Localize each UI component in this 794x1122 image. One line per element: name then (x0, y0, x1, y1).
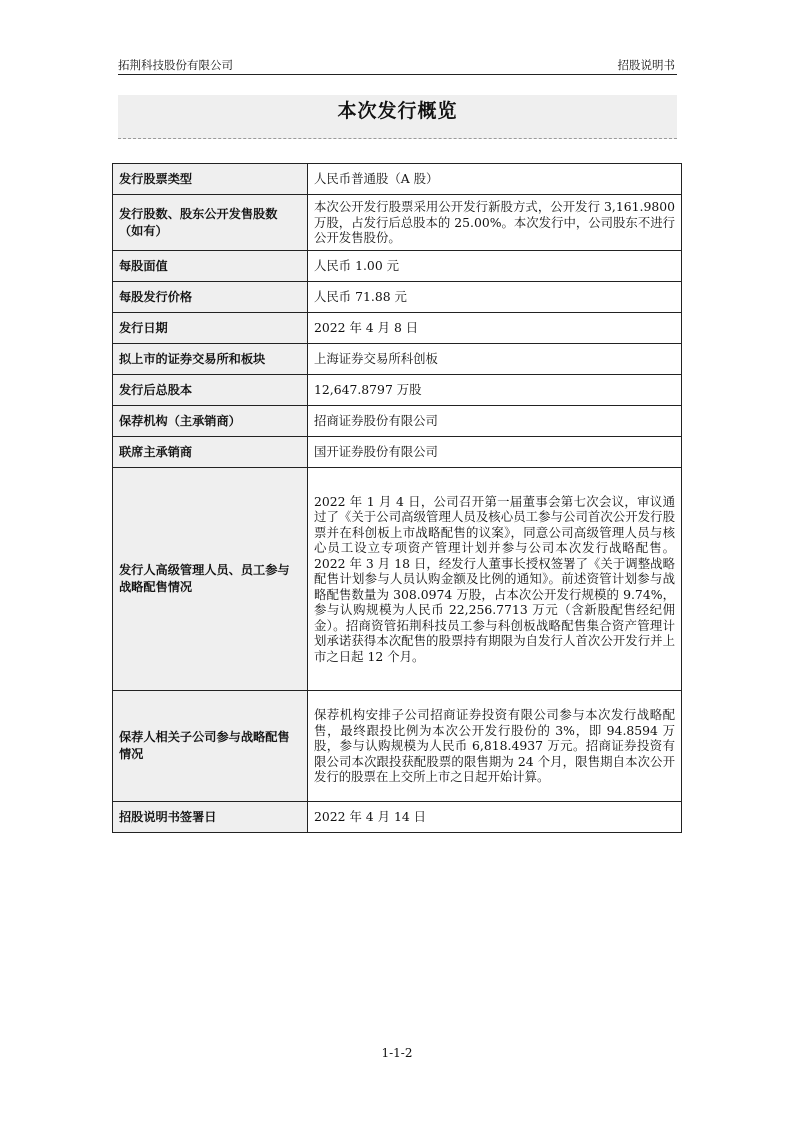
page-header (118, 56, 677, 75)
table-row (113, 691, 682, 802)
table-row (113, 251, 682, 282)
offering-overview-table (112, 163, 682, 833)
row-label: 发行日期 (113, 313, 308, 344)
header-document-type: 招股说明书 (617, 58, 675, 72)
row-label: 发行后总股本 (113, 375, 308, 406)
row-value: 人民币 1.00 元 (308, 251, 682, 282)
row-value: 人民币 71.88 元 (308, 282, 682, 313)
page-title: 本次发行概览 (337, 100, 458, 122)
row-value: 2022 年 4 月 14 日 (308, 802, 682, 833)
row-label: 发行股票类型 (113, 164, 308, 195)
table-row (113, 406, 682, 437)
row-label: 拟上市的证券交易所和板块 (113, 344, 308, 375)
table-row (113, 802, 682, 833)
row-label: 保荐人相关子公司参与战略配售情况 (113, 691, 308, 802)
table-row (113, 282, 682, 313)
table-row (113, 313, 682, 344)
row-label: 保荐机构（主承销商） (113, 406, 308, 437)
row-label: 每股发行价格 (113, 282, 308, 313)
row-label: 发行人高级管理人员、员工参与战略配售情况 (113, 468, 308, 691)
row-value: 本次公开发行股票采用公开发行新股方式，公开发行 3,161.9800 万股，占发行后总股本的 25.00%。本次发行中，公司股东不进行公开发售股份。 (308, 195, 682, 251)
table-row (113, 375, 682, 406)
row-label: 每股面值 (113, 251, 308, 282)
row-value: 12,647.8797 万股 (308, 375, 682, 406)
table-row (113, 164, 682, 195)
page-number: 1-1-2 (381, 1046, 413, 1060)
table-row (113, 468, 682, 691)
row-value: 招商证券股份有限公司 (308, 406, 682, 437)
row-value: 上海证券交易所科创板 (308, 344, 682, 375)
row-label: 招股说明书签署日 (113, 802, 308, 833)
table-row (113, 437, 682, 468)
row-value: 保荐机构安排子公司招商证券投资有限公司参与本次发行战略配售，最终跟投比例为本次公开发行股份的 3%，即 94.8594 万股，参与认购规模为人民币 6,818.4937 万元。招商证券投资有限公司本次跟投获配股票的限售期为 24 个月，限售期自本次公开发行的股票在上交所上市之日起开始计算。 (308, 691, 682, 802)
table-row (113, 344, 682, 375)
table-row (113, 195, 682, 251)
title-banner (118, 95, 677, 139)
row-value: 2022 年 4 月 8 日 (308, 313, 682, 344)
row-label: 发行股数、股东公开发售股数（如有） (113, 195, 308, 251)
row-value: 2022 年 1 月 4 日，公司召开第一届董事会第七次会议，审议通过了《关于公司高级管理人员及核心员工参与公司首次公开发行股票并在科创板上市战略配售的议案》，同意公司高级管理人员与核心员工设立专项资产管理计划并参与公司本次发行战略配售。2022 年 3 月 18 日，经发行人董事长授权签署了《关于调整战略配售计划参与人员认购金额及比例的通知》。前述资管计划参与战略配售数量为 308.0974 万股，占本次公开发行规模的 9.74%，参与认购规模为人民币 22,256.7713 万元（含新股配售经纪佣金）。招商资管拓荆科技员工参与科创板战略配售集合资产管理计划承诺获得本次配售的股票持有期限为自发行人首次公开发行并上市之日起 12 个月。 (308, 468, 682, 691)
row-value: 人民币普通股（A 股） (308, 164, 682, 195)
header-company-name: 拓荆科技股份有限公司 (118, 58, 233, 72)
row-label: 联席主承销商 (113, 437, 308, 468)
row-value: 国开证券股份有限公司 (308, 437, 682, 468)
